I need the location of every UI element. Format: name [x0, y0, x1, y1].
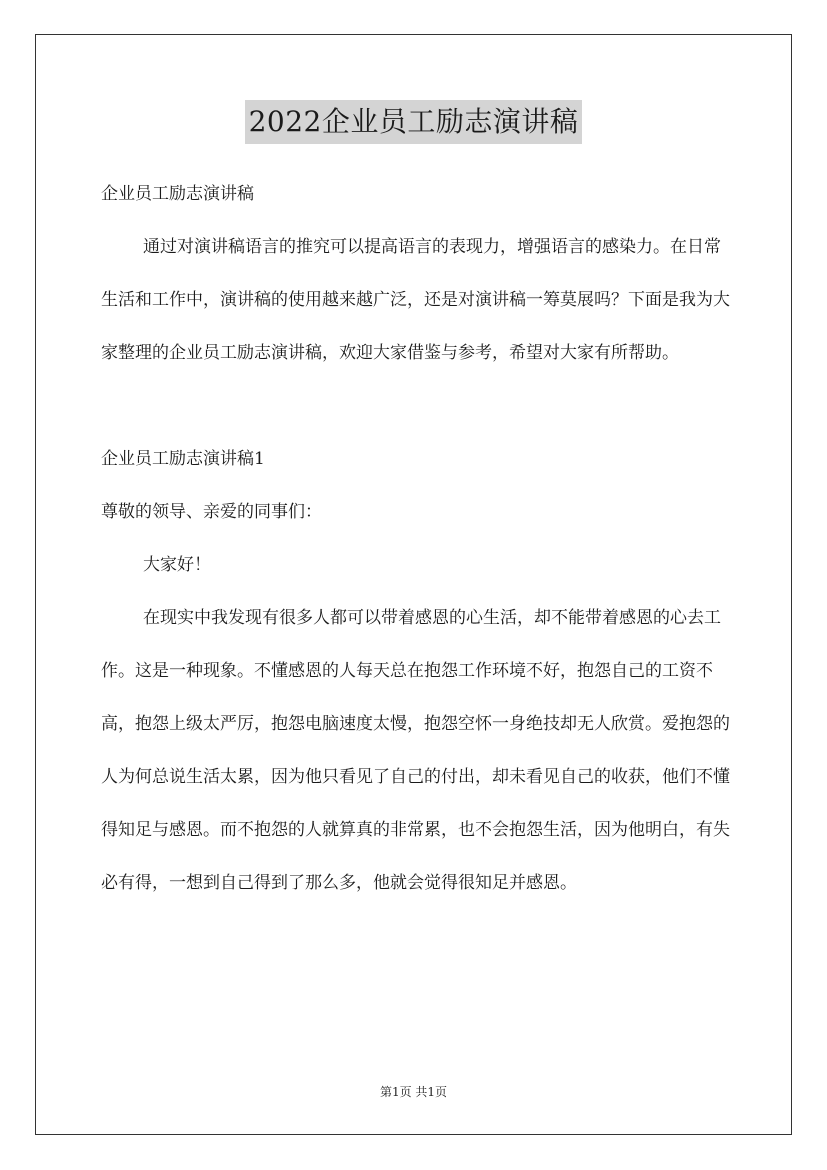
body-paragraph: 在现实中我发现有很多人都可以带着感恩的心生活，却不能带着感恩的心去工作。这是一种现象。不懂感恩的人每天总在抱怨工作环境不好，抱怨自己的工资不高，抱怨上级太严厉，抱怨电脑速度太慢，抱怨空怀一身绝技却无人欣赏。爱抱怨的人为何总说生活太累，因为他只看见了自己的付出，却未看见自己的收获，他们不懂得知足与感恩。而不抱怨的人就算真的非常累，也不会抱怨生活，因为他明白，有失必有得，一想到自己得到了那么多，他就会觉得很知足并感恩。: [101, 608, 730, 893]
salutation: 尊敬的领导、亲爱的同事们：: [101, 502, 322, 522]
paragraph-gap: [101, 380, 731, 433]
document-title: 2022企业员工励志演讲稿: [245, 100, 583, 144]
section-heading: 企业员工励志演讲稿1: [101, 449, 265, 469]
document-subtitle: 企业员工励志演讲稿: [101, 184, 254, 204]
page-footer: 第1页 共1页: [379, 1085, 448, 1099]
document-body: [101, 168, 731, 910]
intro-paragraph: 通过对演讲稿语言的推究可以提高语言的表现力，增强语言的感染力。在日常生活和工作中，演讲稿的使用越来越广泛，还是对演讲稿一筹莫展吗？下面是我为大家整理的企业员工励志演讲稿，欢迎大家借鉴与参考，希望对大家有所帮助。: [101, 237, 730, 363]
greeting: 大家好！: [143, 555, 211, 575]
title-container: [0, 100, 827, 144]
